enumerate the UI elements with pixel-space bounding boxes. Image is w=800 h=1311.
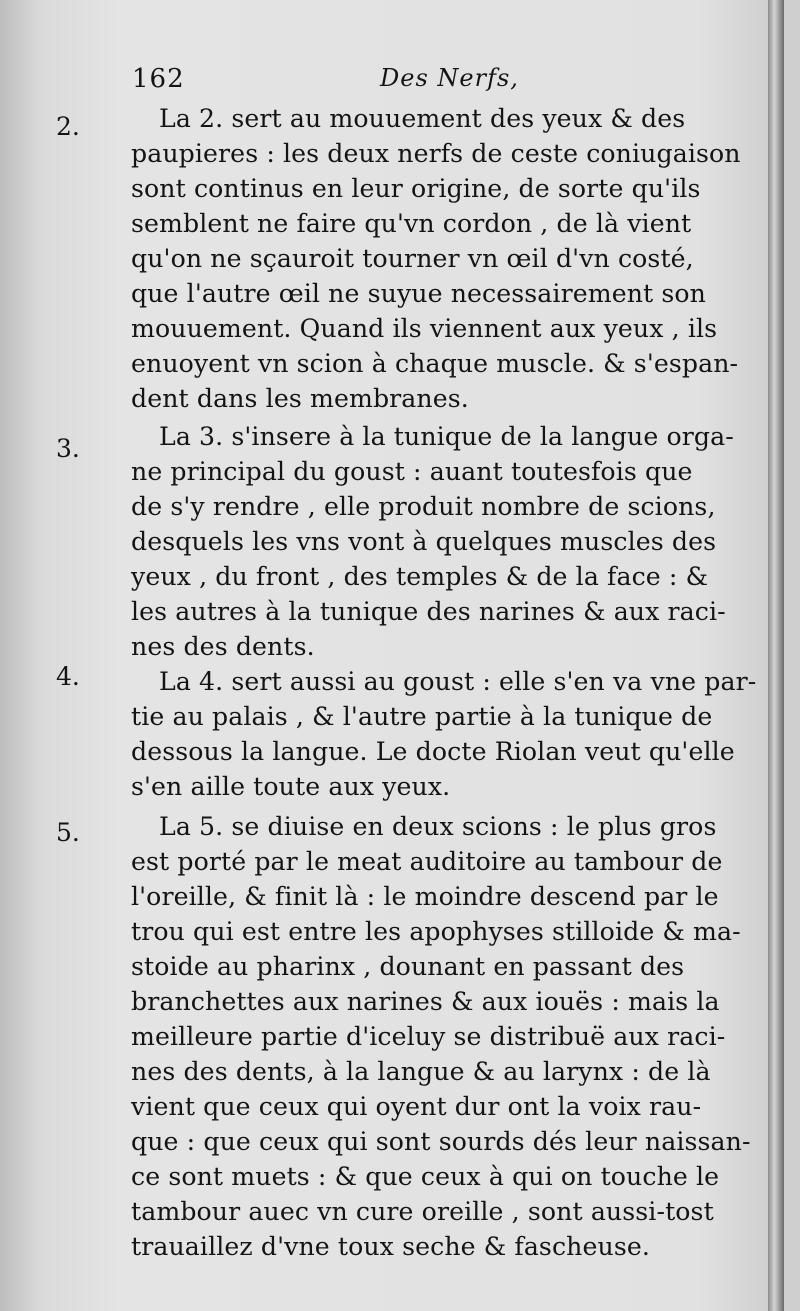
paragraph-marker: 4. — [56, 662, 80, 691]
text-line: La 3. s'insere à la tunique de la langue orga- — [159, 422, 734, 451]
text-line: dessous la langue. Le docte Riolan veut qu'elle — [131, 737, 735, 766]
text-line: que : que ceux qui sont sourds dés leur naissan- — [131, 1127, 751, 1156]
text-line: ne principal du goust : auant toutesfois que — [131, 457, 693, 486]
text-line: sont continus en leur origine, de sorte qu'ils — [131, 174, 701, 203]
text-line: vient que ceux qui oyent dur ont la voix rau- — [131, 1092, 702, 1121]
text-line: que l'autre œil ne suyue necessairement son — [131, 279, 706, 308]
text-line: ce sont muets : & que ceux à qui on touche le — [131, 1162, 720, 1191]
text-line: desquels les vns vont à quelques muscles des — [131, 527, 717, 556]
text-line: La 2. sert au mouuement des yeux & des — [159, 104, 686, 133]
text-line: de s'y rendre , elle produit nombre de scions, — [131, 492, 716, 521]
text-line: nes des dents. — [131, 632, 315, 661]
text-line: les autres à la tunique des narines & aux raci- — [131, 597, 726, 626]
page-number: 162 — [132, 64, 185, 94]
text-line: paupieres : les deux nerfs de ceste coniugaison — [131, 139, 741, 168]
text-line: yeux , du front , des temples & de la face : & — [131, 562, 709, 591]
text-line: tambour auec vn cure oreille , sont aussi-tost — [131, 1197, 714, 1226]
text-line: s'en aille toute aux yeux. — [131, 772, 451, 801]
text-line: tie au palais , & l'autre partie à la tunique de — [131, 702, 713, 731]
page-edge-shadow — [768, 0, 784, 1311]
text-line: semblent ne faire qu'vn cordon , de là vient — [131, 209, 692, 238]
text-line: l'oreille, & finit là : le moindre descend par le — [131, 882, 719, 911]
paragraph-marker: 2. — [56, 112, 80, 141]
paragraph-marker: 3. — [56, 434, 80, 463]
text-line: dent dans les membranes. — [131, 384, 469, 413]
text-line: meilleure partie d'iceluy se distribuë aux raci- — [131, 1022, 726, 1051]
text-line: nes des dents, à la langue & au larynx : de là — [131, 1057, 711, 1086]
text-line: stoide au pharinx , dounant en passant des — [131, 952, 685, 981]
text-line: qu'on ne sçauroit tourner vn œil d'vn costé, — [131, 244, 694, 273]
text-line: est porté par le meat auditoire au tambour de — [131, 847, 723, 876]
text-line: La 4. sert aussi au goust : elle s'en va vne par- — [159, 667, 757, 696]
text-line: branchettes aux narines & aux iouës : mais la — [131, 987, 720, 1016]
page-header — [132, 64, 552, 104]
running-head: Des Nerfs, — [380, 64, 519, 92]
text-line: trauaillez d'vne toux seche & fascheuse. — [131, 1232, 650, 1261]
text-line: trou qui est entre les apophyses stilloide & ma- — [131, 917, 741, 946]
paragraph-marker: 5. — [56, 818, 80, 847]
text-line: enuoyent vn scion à chaque muscle. & s'espan- — [131, 349, 739, 378]
text-line: La 5. se diuise en deux scions : le plus gros — [159, 812, 717, 841]
text-line: mouuement. Quand ils viennent aux yeux , ils — [131, 314, 718, 343]
